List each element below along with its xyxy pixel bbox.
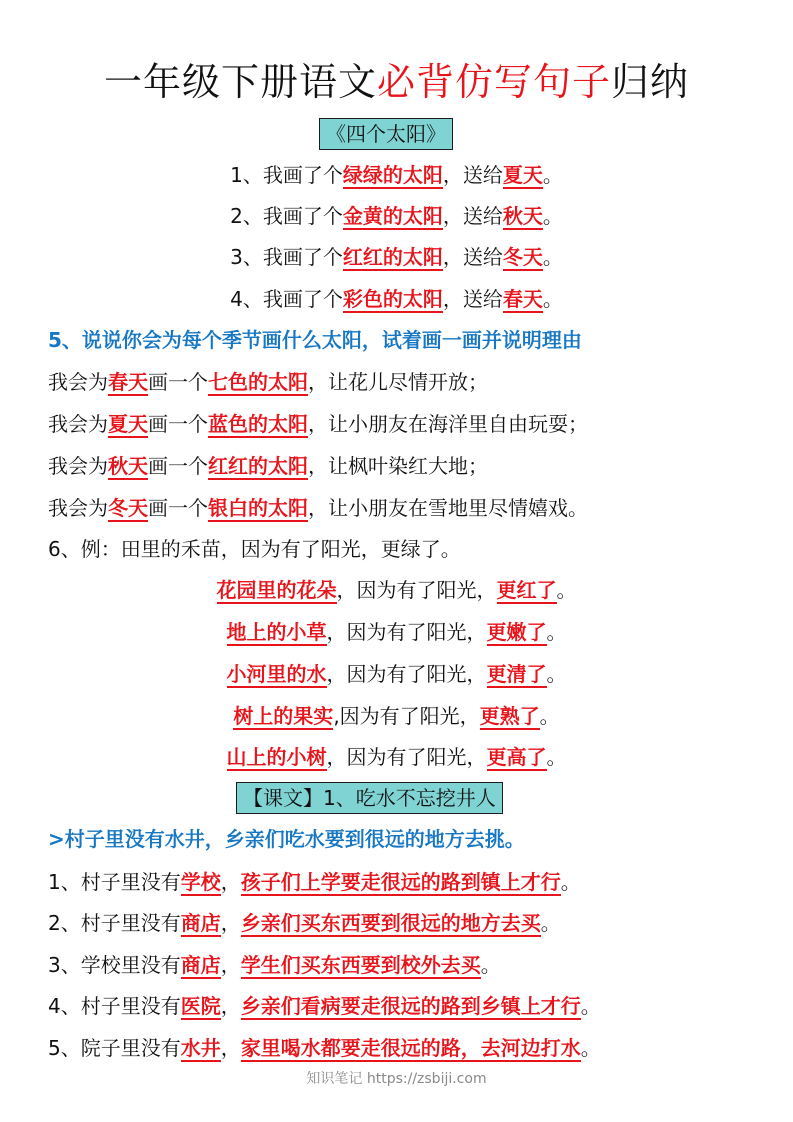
sun-line-2-text-e: 。 [542, 204, 563, 228]
answer-line-1 [48, 367, 488, 397]
sun-line-3-answer-sun: 红红的太阳 [342, 245, 443, 269]
question-6-example: 6、例：田里的禾苗，因为有了阳光，更绿了。 [48, 537, 461, 561]
sun-line-4-answer-sun: 彩色的太阳 [342, 287, 443, 311]
title-part-1: 一年级下册语文 [103, 60, 377, 104]
sun-line-1-text-c: ，送给 [442, 163, 503, 187]
lesson-2-comma: ， [220, 911, 241, 935]
answer-4-text-e: ，让小朋友在雪地里尽情嬉戏。 [308, 496, 588, 520]
sun-line-4-answer-season: 春天 [502, 287, 543, 311]
example-1-text-b: ，因为有了阳光， [336, 578, 497, 602]
lesson-4-text-a: 4、村子里没有 [48, 994, 181, 1018]
answer-4-sun: 银白的太阳 [208, 496, 308, 520]
sun-line-2-text-a: 2、我画了个 [230, 204, 343, 228]
example-3-result: 更清了 [486, 662, 547, 686]
sun-line-1-answer-season: 夏天 [502, 163, 543, 187]
answer-3-text-c: 画一个 [148, 454, 208, 478]
sun-line-4 [0, 284, 793, 314]
example-line-4 [0, 701, 793, 731]
sun-line-1-text-a: 1、我画了个 [230, 163, 343, 187]
lesson-2-place: 商店 [180, 911, 221, 935]
lesson-5-period: 。 [580, 1036, 601, 1060]
example-3-text-b: ，因为有了阳光， [326, 662, 487, 686]
lesson-1-period: 。 [560, 870, 581, 894]
answer-1-text-a: 我会为 [48, 370, 108, 394]
example-5-subject: 山上的小树 [226, 745, 327, 769]
answer-4-text-c: 画一个 [148, 496, 208, 520]
example-line-3 [0, 659, 793, 689]
question-5: 5、说说你会为每个季节画什么太阳，试着画一画并说明理由 [48, 328, 582, 352]
lesson-4-place: 医院 [180, 994, 221, 1018]
answer-3-season: 秋天 [108, 454, 148, 478]
title-part-2-highlight: 必背仿写句子 [376, 60, 611, 104]
example-3-text-d: 。 [546, 662, 567, 686]
example-1-result: 更红了 [496, 578, 557, 602]
page-title [0, 56, 793, 108]
lesson-3-period: 。 [480, 953, 501, 977]
example-3-subject: 小河里的水 [226, 662, 327, 686]
example-5-text-b: ，因为有了阳光， [326, 745, 487, 769]
lesson-5-consequence: 家里喝水都要走很远的路，去河边打水 [240, 1036, 581, 1060]
lesson-1-comma: ， [220, 870, 241, 894]
title-part-3: 归纳 [611, 60, 690, 104]
answer-2-text-e: ，让小朋友在海洋里自由玩耍； [308, 412, 588, 436]
sun-line-2-answer-sun: 金黄的太阳 [342, 204, 443, 228]
sun-line-1-text-e: 。 [542, 163, 563, 187]
lesson-1-consequence: 孩子们上学要走很远的路到镇上才行 [240, 870, 561, 894]
answer-line-4 [48, 493, 588, 523]
lesson-line-3 [48, 950, 501, 980]
section2-heading: 【课文】1、吃水不忘挖井人 [236, 782, 503, 814]
lesson-line-4 [48, 991, 601, 1021]
sun-line-3-text-e: 。 [542, 245, 563, 269]
sun-line-4-text-c: ，送给 [442, 287, 503, 311]
sun-line-1-answer-sun: 绿绿的太阳 [342, 163, 443, 187]
footer-watermark: 知识笔记 https://zsbiji.com [306, 1071, 487, 1087]
answer-3-text-a: 我会为 [48, 454, 108, 478]
sun-line-2-answer-season: 秋天 [502, 204, 543, 228]
example-4-text-b: ,因为有了阳光， [333, 704, 480, 728]
answer-4-text-a: 我会为 [48, 496, 108, 520]
example-4-text-d: 。 [539, 704, 560, 728]
example-line-2 [0, 617, 793, 647]
answer-line-2 [48, 409, 588, 439]
example-2-subject: 地上的小草 [226, 620, 327, 644]
example-4-result: 更熟了 [479, 704, 540, 728]
lesson-line-2 [48, 908, 561, 938]
example-1-text-d: 。 [556, 578, 577, 602]
answer-1-text-e: ，让花儿尽情开放； [308, 370, 488, 394]
sun-line-2-text-c: ，送给 [442, 204, 503, 228]
example-line-5 [0, 742, 793, 772]
lesson-3-consequence: 学生们买东西要到校外去买 [240, 953, 481, 977]
lesson-2-period: 。 [540, 911, 561, 935]
sun-line-3 [0, 242, 793, 272]
sun-line-4-text-e: 。 [542, 287, 563, 311]
answer-1-text-c: 画一个 [148, 370, 208, 394]
example-1-subject: 花园里的花朵 [216, 578, 337, 602]
example-line-1 [0, 575, 793, 605]
lesson-prompt: >村子里没有水井，乡亲们吃水要到很远的地方去挑。 [48, 827, 525, 851]
lesson-3-comma: ， [220, 953, 241, 977]
sun-line-1 [0, 160, 793, 190]
lesson-line-1 [48, 867, 581, 897]
lesson-2-consequence: 乡亲们买东西要到很远的地方去买 [240, 911, 541, 935]
lesson-line-5 [48, 1033, 601, 1063]
sun-line-3-answer-season: 冬天 [502, 245, 543, 269]
answer-3-text-e: ，让枫叶染红大地； [308, 454, 488, 478]
answer-line-3 [48, 451, 488, 481]
section1-heading: 《四个太阳》 [319, 118, 453, 150]
example-2-text-d: 。 [546, 620, 567, 644]
answer-2-text-c: 画一个 [148, 412, 208, 436]
example-5-text-d: 。 [546, 745, 567, 769]
answer-4-season: 冬天 [108, 496, 148, 520]
answer-1-season: 春天 [108, 370, 148, 394]
answer-2-text-a: 我会为 [48, 412, 108, 436]
answer-3-sun: 红红的太阳 [208, 454, 308, 478]
lesson-3-text-a: 3、学校里没有 [48, 953, 181, 977]
sun-line-2 [0, 201, 793, 231]
example-4-subject: 树上的果实 [233, 704, 334, 728]
answer-2-season: 夏天 [108, 412, 148, 436]
lesson-1-text-a: 1、村子里没有 [48, 870, 181, 894]
answer-1-sun: 七色的太阳 [208, 370, 308, 394]
lesson-5-text-a: 5、院子里没有 [48, 1036, 181, 1060]
lesson-3-place: 商店 [180, 953, 221, 977]
example-5-result: 更高了 [486, 745, 547, 769]
lesson-4-consequence: 乡亲们看病要走很远的路到乡镇上才行 [240, 994, 581, 1018]
lesson-5-comma: ， [220, 1036, 241, 1060]
example-2-result: 更嫩了 [486, 620, 547, 644]
lesson-5-place: 水井 [180, 1036, 221, 1060]
example-2-text-b: ，因为有了阳光， [326, 620, 487, 644]
lesson-4-period: 。 [580, 994, 601, 1018]
sun-line-3-text-a: 3、我画了个 [230, 245, 343, 269]
sun-line-4-text-a: 4、我画了个 [230, 287, 343, 311]
lesson-2-text-a: 2、村子里没有 [48, 911, 181, 935]
lesson-4-comma: ， [220, 994, 241, 1018]
sun-line-3-text-c: ，送给 [442, 245, 503, 269]
answer-2-sun: 蓝色的太阳 [208, 412, 308, 436]
lesson-1-place: 学校 [180, 870, 221, 894]
